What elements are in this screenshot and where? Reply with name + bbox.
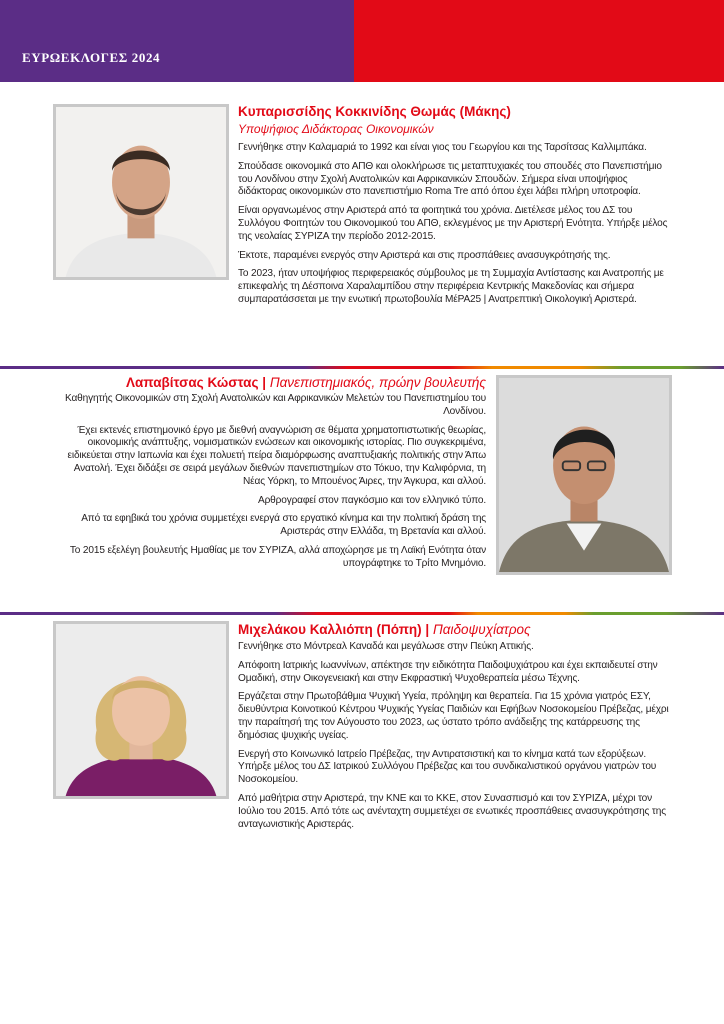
- header-red-band: [354, 0, 724, 82]
- candidate-role: Υποψήφιος Διδάκτορας Οικονομικών: [238, 122, 434, 136]
- candidate-photo: [496, 375, 672, 575]
- bio-paragraph: Έκτοτε, παραμένει ενεργός στην Αριστερά και στις προσπάθειες ανασυγκρότησής της.: [238, 249, 611, 261]
- bio-paragraph: Το 2023, ήταν υποψήφιος περιφερειακός σύμβουλος με τη Συμμαχία Αντίστασης και Ανατροπής με επικεφαλής τη Δέσποινα Χαραλαμπίδου στην περιφέρεια Κεντρικής Μακεδονίας και σήμερα συμπαρατάσσεται με την ενωτική πρωτοβουλία ΜέΡΑ25 | Ανατρεπτική Οικολογική Αριστερά.: [238, 268, 664, 305]
- candidate-bio: [238, 641, 672, 837]
- candidate-role: Παιδοψυχίατρος: [432, 622, 531, 637]
- section-divider: [0, 366, 724, 369]
- candidate-name: Μιχελάκου Καλλιόπη (Πόπη): [238, 622, 422, 637]
- bio-paragraph: Εργάζεται στην Πρωτοβάθμια Ψυχική Υγεία, πρόληψη και θεραπεία. Για 15 χρόνια γιατρός ΕΣΥ, διευθύντρια Κοινοτικού Κέντρου Ψυχικής Υγείας Παιδιών και Εφήβων Νοσοκομείου Πρέβεζας, μέχρι την παραίτησή της τον Αύγουστο του 2023, ως ύστατο τρόπο ανάδειξης της κατάρρευσης της δημόσιας ψυχικής υγείας.: [238, 691, 669, 741]
- bio-paragraph: Γεννήθηκε στο Μόντρεαλ Καναδά και μεγάλωσε στην Πεύκη Αττικής.: [238, 641, 534, 652]
- bio-paragraph: Ενεργή στο Κοινωνικό Ιατρείο Πρέβεζας, την Αντιρατσιστική και το κίνημα κατά των εξορύξεων. Υπήρξε μέλος του ΔΣ Ιατρικού Συλλόγου Πρέβεζας και του συνδικαλιστικού οργάνου γιατρών του Νοσοκομείου.: [238, 748, 657, 786]
- section-divider: [0, 612, 724, 615]
- bio-paragraph: Από τα εφηβικά του χρόνια συμμετέχει ενεργά στο εργατικό κίνημα και την πολιτική δράση της Αριστεράς στην Ελλάδα, τη Βρετανία και αλλού.: [81, 513, 486, 538]
- bio-paragraph: Από μαθήτρια στην Αριστερά, την ΚΝΕ και το ΚΚΕ, στον Συνασπισμό και τον ΣΥΡΙΖΑ, μέχρι τον Ιούλιο του 2015. Από τότε ως ανένταχτη συμμετέχει σε ενωτικές προσπάθειες ανασυγκρότησης της ανταγωνιστικής Αριστεράς.: [238, 792, 666, 830]
- candidate-photo: [53, 104, 229, 280]
- page-header: [0, 0, 724, 82]
- header-title: ΕΥΡΩΕΚΛΟΓΕΣ 2024: [22, 50, 161, 65]
- name-separator: |: [262, 375, 267, 390]
- header-purple-band: [0, 0, 354, 82]
- candidate-name-line: [238, 622, 531, 637]
- bio-paragraph: Καθηγητής Οικονομικών στη Σχολή Ανατολικών και Αφρικανικών Μελετών του Πανεπιστημίου του Λονδίνου.: [65, 393, 486, 417]
- candidate-bio: [52, 393, 486, 577]
- bio-paragraph: Το 2015 εξελέγη βουλευτής Ημαθίας με τον ΣΥΡΙΖΑ, αλλά αποχώρησε με τη Λαϊκή Ενότητα όταν υπογράφτηκε το Τρίτο Μνημόνιο.: [69, 544, 486, 569]
- candidate-name: Κυπαρισσίδης Κοκκινίδης Θωμάς (Μάκης): [238, 104, 511, 119]
- candidate-role: Πανεπιστημιακός, πρώην βουλευτής: [269, 375, 486, 390]
- candidate-name: Λαπαβίτσας Κώστας: [125, 375, 259, 390]
- bio-paragraph: Έχει εκτενές επιστημονικό έργο με διεθνή αναγνώριση σε θέματα χρηματοπιστωτικής θεωρίας, οικονομικής ανάπτυξης, νομισματικών ενώσεων και οικονομικής ιστορίας. Πιο συγκεκριμένα, ειδικεύεται στην Ιαπωνία και έχει πολυετή πείρα διαμόρφωσης αναπτυξιακής πολιτικής στην Άπω Ανατολή. Έχει διδάξει σε σειρά μεγάλων διεθνών πανεπιστημίων στο Τόκυο, την Καλιφόρνια, τη Νέας Υόρκη, το Μπουένος Άιρες, την Άγκυρα, και αλλού.: [67, 424, 486, 487]
- bio-paragraph: Γεννήθηκε στην Καλαμαριά το 1992 και είναι γιος του Γεωργίου και της Ταρσίτσας Καλλιμπάκα.: [238, 142, 647, 153]
- bio-paragraph: Απόφοιτη Ιατρικής Ιωαννίνων, απέκτησε την ειδικότητα Παιδοψυχιάτρου και έχει εκπαιδευτεί στην Ομαδική, στην Οικογενειακή και στην Εκφραστική Ψυχοθεραπεία μέσω Τέχνης.: [238, 659, 658, 684]
- candidate-bio: [238, 142, 670, 313]
- name-separator: |: [425, 622, 430, 637]
- bio-paragraph: Σπούδασε οικονομικά στο ΑΠΘ και ολοκλήρωσε τις μεταπτυχιακές του σπουδές στο Πανεπιστήμιο του Λονδίνου στην Σχολή Ανατολικών και Αφρικανικών Σπουδών. Σήμερα είναι υποψήφιος διδάκτορας οικονομικών στο πανεπιστήμιο Roma Tre από όπου έχει λάβει πλήρη υποτροφία.: [238, 160, 662, 198]
- bio-paragraph: Είναι οργανωμένος στην Αριστερά από τα φοιτητικά του χρόνια. Διετέλεσε μέλος του ΔΣ του Συλλόγου Φοιτητών του Οικονομικού του ΑΠΘ, εκλεγμένος με την Αριστερή Ενότητα. Υπήρξε μέλος της νεολαίας ΣΥΡΙΖΑ την περίοδο 2012-2015.: [238, 205, 668, 242]
- candidate-photo: [53, 621, 229, 799]
- bio-paragraph: Αρθρογραφεί στον παγκόσμιο και τον ελληνικό τύπο.: [258, 494, 486, 506]
- candidate-name-line: [126, 375, 486, 390]
